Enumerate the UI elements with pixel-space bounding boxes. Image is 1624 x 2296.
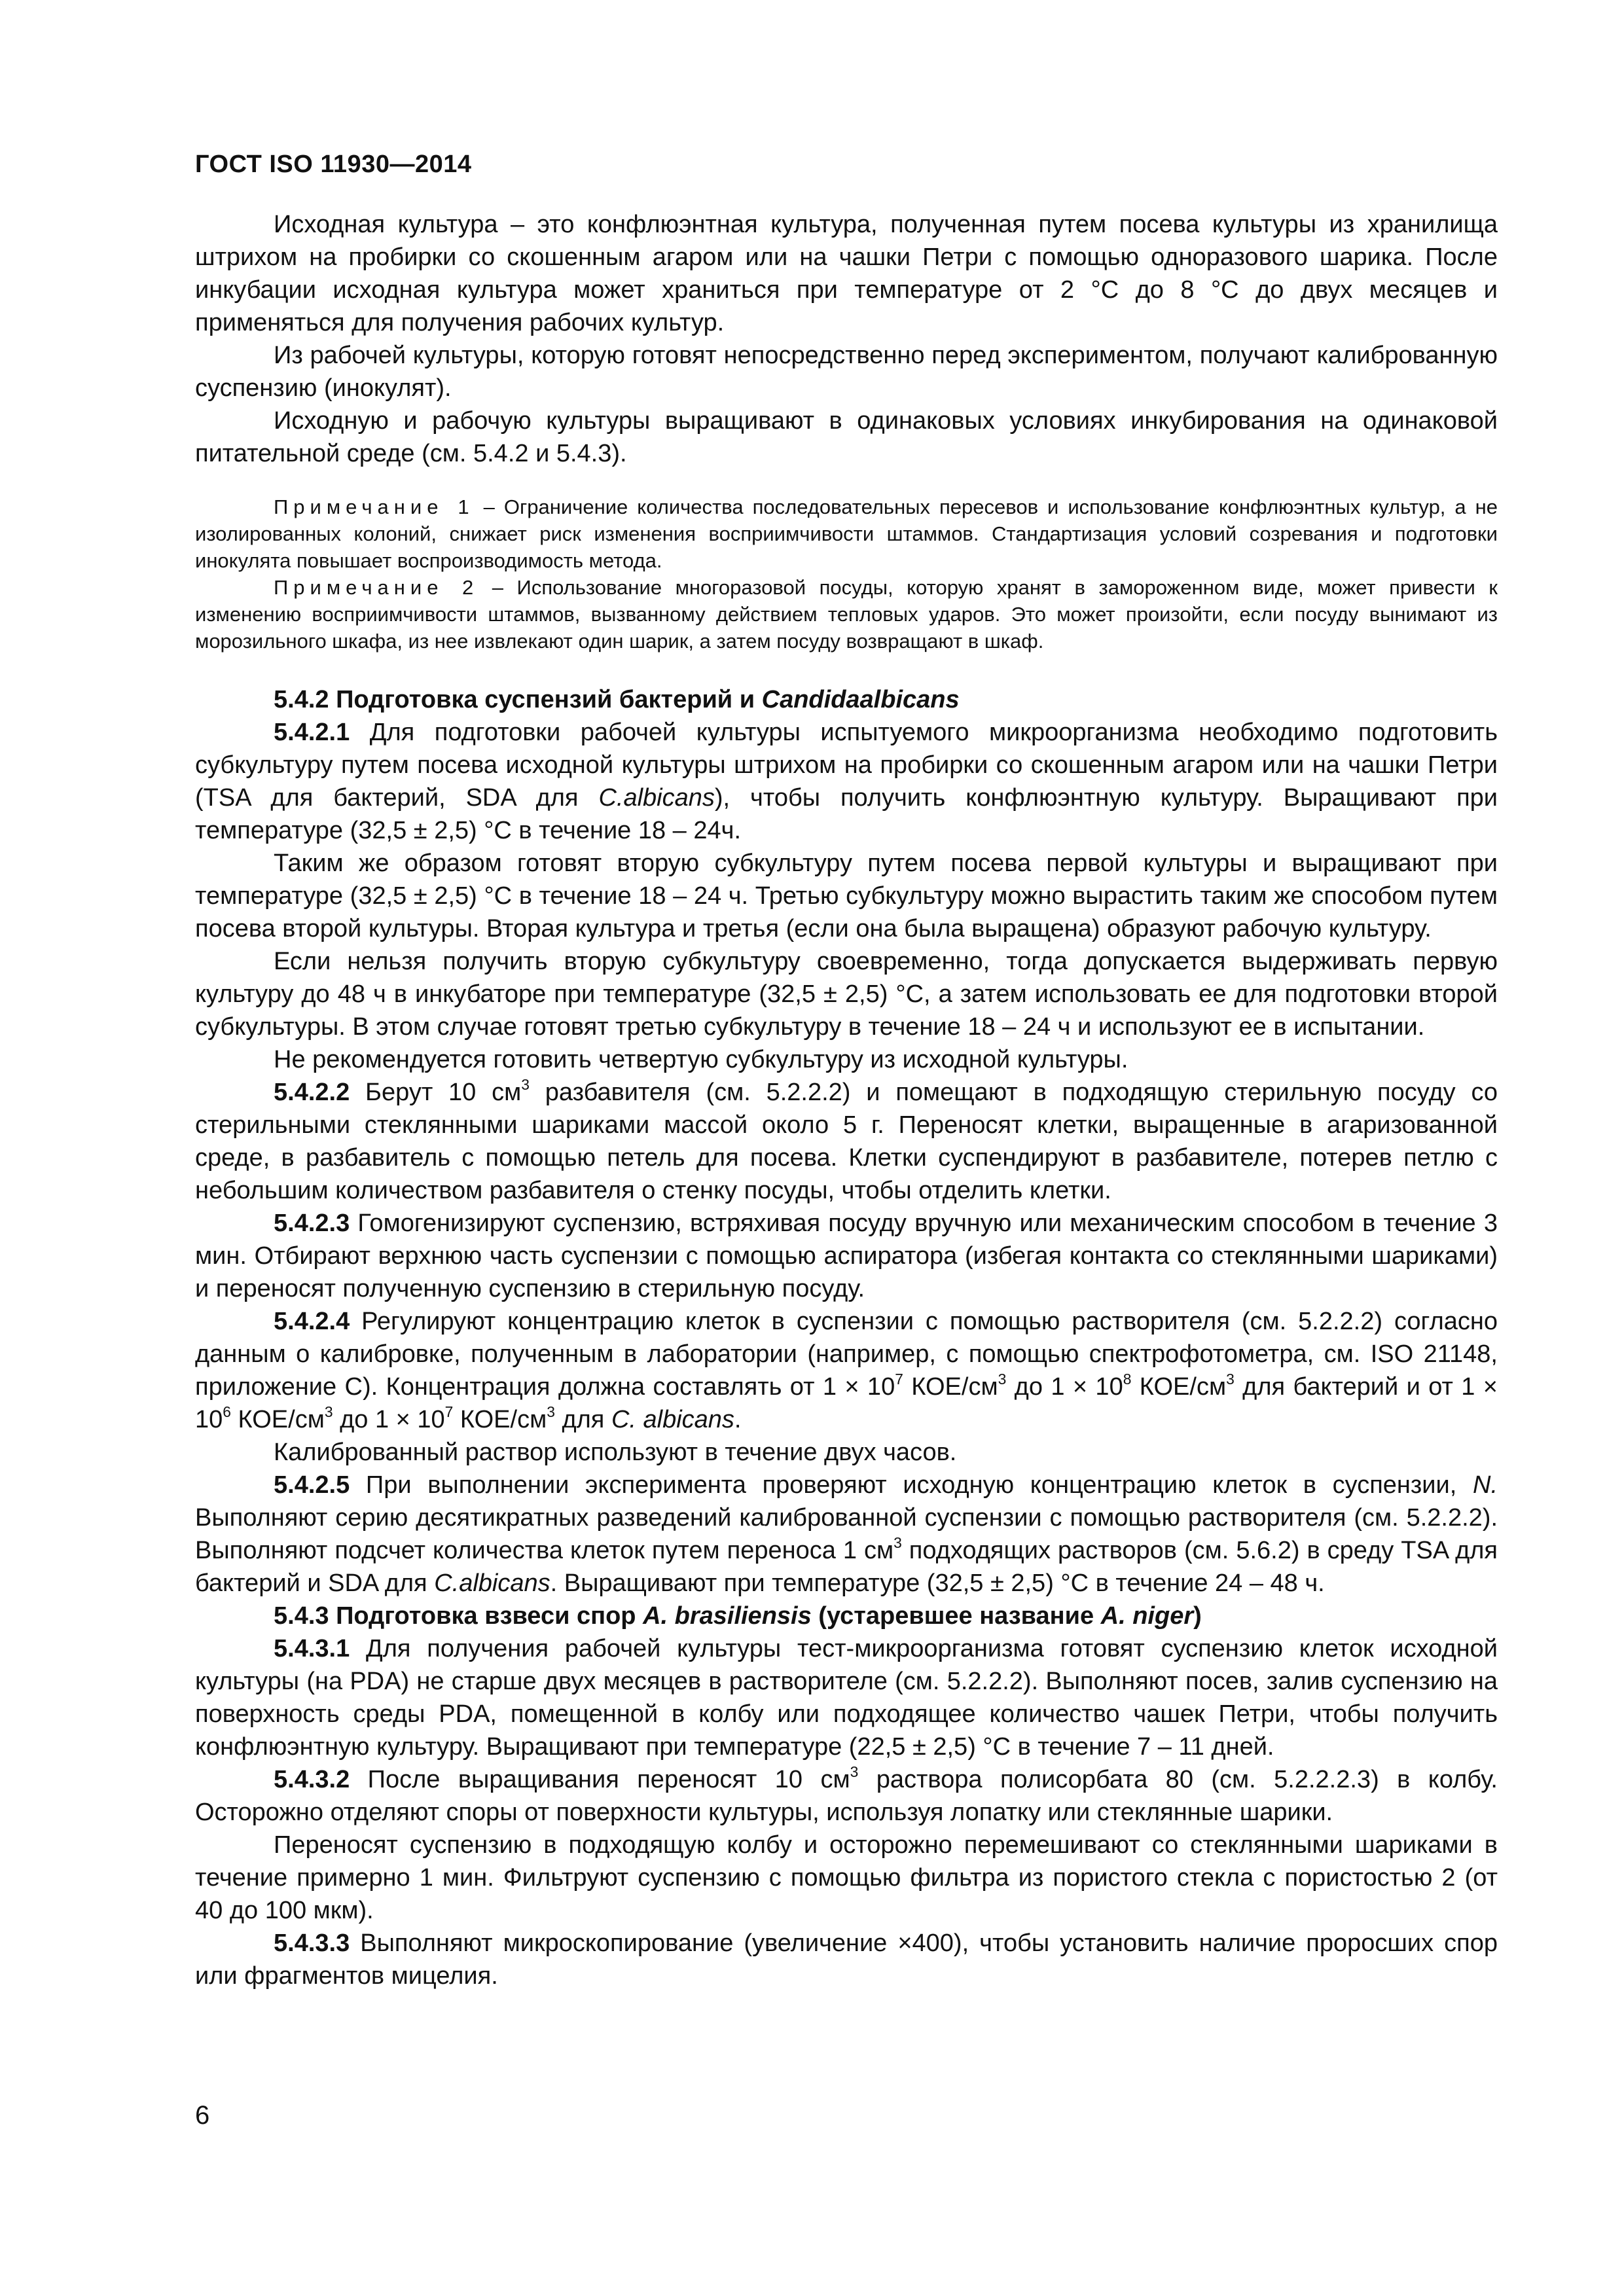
page-body <box>195 208 1498 1992</box>
clause-text: Берут 10 см <box>350 1079 522 1106</box>
notes-block <box>195 493 1498 655</box>
superscript: 3 <box>547 1403 555 1421</box>
superscript: 3 <box>893 1534 902 1552</box>
paragraph-working-culture: Из рабочей культуры, которую готовят непосредственно перед экспериментом, получают калиброванную суспензию (инокулят). <box>195 342 1498 402</box>
heading-species: A. brasiliensis <box>643 1602 812 1630</box>
clause-text: КОЕ/см <box>453 1406 547 1433</box>
superscript: 7 <box>444 1403 454 1421</box>
page-number: 6 <box>195 2101 210 2130</box>
standard-header: ГОСТ ISO 11930—2014 <box>195 151 472 178</box>
paragraph-stock-culture: Исходная культура – это конфлюэнтная культура, полученная путем посева культуры из хранилища штрихом на пробирки со скошенным агаром или на чашки Петри с помощью одноразового шарика. После инкубации исходная культура может храниться при температуре от 2 °С до 8 °С до двух месяцев и применяться для получения рабочих культур. <box>195 211 1498 336</box>
clause-text: . Выращивают при температуре (32,5 ± 2,5) °С в течение 24 – 48 ч. <box>550 1570 1325 1597</box>
note-1 <box>195 493 1498 574</box>
paragraph-delay: Если нельзя получить вторую субкультуру своевременно, тогда допускается выдерживать первую культуру до 48 ч в инкубаторе при температуре (32,5 ± 2,5) °С, а затем использовать ее для подготовки второй субкультуры. В этом случае готовят третью субкультуру в течение 18 – 24 ч и используют ее в испытании. <box>195 948 1498 1041</box>
clause-number: 5.4.3.1 <box>274 1635 350 1662</box>
clause-text: разбавителя (см. 5.2.2.2) и помещают в подходящую стерильную посуду со стерильными стеклянными шариками массой около 5 г. Переносят клетки, выращенные в агаризованной среде, в разбавитель с помощью петель для посева. Клетки суспендируют в разбавителе, потерев петлю с небольшим количеством разбавителя о стенку посуды, чтобы отделить клетки. <box>195 1079 1498 1204</box>
clause-text: подходящих растворов (см. 5.6.2) в среду TSA для бактерий и SDA для <box>195 1537 1498 1597</box>
clause-text: КОЕ/см <box>1131 1373 1227 1401</box>
clause-text: Гомогенизируют суспензию, встряхивая посуду вручную или механическим способом в течение 3 мин. Отбирают верхнюю часть суспензии с помощью аспиратора (избегая контакта со стеклянными шариками) и переносят полученную суспензию в стерильную посуду. <box>195 1210 1498 1302</box>
heading-species: A. niger <box>1100 1602 1194 1630</box>
section-heading-5-4-3 <box>195 1600 1498 1632</box>
clause-number: 5.4.2.5 <box>274 1471 350 1499</box>
heading-species: Candidaalbicans <box>761 686 960 713</box>
clause-text: Выполняют микроскопирование (увеличение ×400), чтобы установить наличие проросших спор или фрагментов мицелия. <box>195 1929 1498 1990</box>
clause-5-4-2-4 <box>195 1305 1498 1436</box>
clause-number: 5.4.2.1 <box>274 719 350 746</box>
clause-5-4-2-5 <box>195 1469 1498 1600</box>
clause-text: После выращивания переносят 10 см <box>350 1766 850 1793</box>
clause-number: 5.4.2.3 <box>274 1210 350 1237</box>
superscript: 8 <box>1123 1371 1132 1388</box>
clause-text: ), чтобы получить конфлюэнтную культуру. Выращивают при температуре (32,5 ± 2,5) °С в течение 18 – 24ч. <box>195 784 1498 844</box>
clause-text: Выполняют серию десятикратных разведений калиброванной суспензии с помощью растворителя (см. 5.2.2.2). Выполняют подсчет количества клеток путем переноса 1 см <box>195 1504 1498 1564</box>
species-name: C.albicans <box>598 784 715 812</box>
clause-text: Регулируют концентрацию клеток в суспензии с помощью растворителя (см. 5.2.2.2) согласно данным о калибровке, полученным в лаборатории (например, с помощью спектрофотометра, см. ISO 21148, приложение С). Концентрация должна составлять от 1 × 10 <box>195 1308 1498 1401</box>
paragraph-incubation: Исходную и рабочую культуры выращивают в одинаковых условиях инкубирования на одинаковой питательной среде (см. 5.4.2 и 5.4.3). <box>195 407 1498 467</box>
clause-number: 5.4.2.2 <box>274 1079 350 1106</box>
clause-5-4-3-2 <box>195 1763 1498 1829</box>
paragraph-fourth-subculture: Не рекомендуется готовить четвертую субкультуру из исходной культуры. <box>274 1046 1128 1073</box>
heading-text: 5.4.3 Подготовка взвеси спор <box>274 1602 643 1630</box>
note-1-label: Примечание 1 <box>274 495 475 518</box>
symbol-n: N. <box>1473 1471 1498 1499</box>
heading-text: 5.4.2 Подготовка суспензий бактерий и <box>274 686 762 713</box>
clause-text: для бактерий и от 1 × 10 <box>195 1373 1498 1433</box>
clause-text: для <box>554 1406 611 1433</box>
clause-text: При выполнении эксперимента проверяют исходную концентрацию клеток в суспензии, <box>350 1471 1473 1499</box>
clause-text: раствора полисорбата 80 (см. 5.2.2.2.3) в колбу. Осторожно отделяют споры от поверхности культуры, используя лопатку или стеклянные шарики. <box>195 1766 1498 1826</box>
clause-text: КОЕ/см <box>230 1406 325 1433</box>
superscript: 3 <box>324 1403 333 1421</box>
clause-5-4-2-3 <box>195 1207 1498 1305</box>
paragraph-second-subculture: Таким же образом готовят вторую субкультуру путем посева первой культуры и выращивают при температуре (32,5 ± 2,5) °С в течение 18 – 24 ч. Третью субкультуру можно вырастить таким же способом путем посева второй культуры. Вторая культура и третья (если она была выращена) образуют рабочую культуру. <box>195 850 1498 942</box>
superscript: 3 <box>998 1371 1007 1388</box>
clause-5-4-2-2 <box>195 1076 1498 1207</box>
superscript: 7 <box>895 1371 903 1388</box>
clause-5-4-3-1 <box>195 1632 1498 1763</box>
clause-number: 5.4.3.3 <box>274 1929 350 1957</box>
superscript: 3 <box>850 1763 859 1781</box>
note-1-text: – Ограничение количества последовательных пересевов и использование конфлюэнтных культур, а не изолированных колоний, снижает риск изменения восприимчивости штаммов. Стандартизация условий созревания и подготовки инокулята повышает воспроизводимость метода. <box>195 495 1498 572</box>
clause-text: до 1 × 10 <box>1006 1373 1123 1401</box>
clause-number: 5.4.3.2 <box>274 1766 350 1793</box>
clause-5-4-2-1 <box>195 716 1498 847</box>
clause-text: КОЕ/см <box>903 1373 998 1401</box>
superscript: 3 <box>521 1076 530 1094</box>
clause-5-4-3-3 <box>195 1927 1498 1992</box>
note-2-label: Примечание 2 <box>274 576 479 599</box>
clause-text: Для подготовки рабочей культуры испытуемого микроорганизма необходимо подготовить субкультуру путем посева исходной культуры штрихом на пробирки со скошенным агаром или на чашки Петри (TSA для бактерий, SDA для <box>195 719 1498 812</box>
clause-number: 5.4.2.4 <box>274 1308 350 1335</box>
clause-text: до 1 × 10 <box>333 1406 445 1433</box>
superscript: 3 <box>1226 1371 1235 1388</box>
heading-text: (устаревшее название <box>811 1602 1101 1630</box>
species-name: C. albicans <box>611 1406 734 1433</box>
section-heading-5-4-2 <box>195 683 1498 716</box>
note-2 <box>195 574 1498 655</box>
note-2-text: – Использование многоразовой посуды, которую хранят в замороженном виде, может привести к изменению восприимчивости штаммов, вызванному действием тепловых ударов. Это может произойти, если посуду вынимают из морозильного шкафа, из нее извлекают один шарик, а затем посуду возвращают в шкаф. <box>195 576 1498 653</box>
species-name: C.albicans <box>434 1570 550 1597</box>
paragraph-filtration: Переносят суспензию в подходящую колбу и осторожно перемешивают со стеклянными шариками в течение примерно 1 мин. Фильтруют суспензию с помощью фильтра из пористого стекла с пористостью 2 (от 40 до 100 мкм). <box>195 1831 1498 1924</box>
heading-text: ) <box>1193 1602 1202 1630</box>
clause-text: . <box>734 1406 742 1433</box>
clause-text: Для получения рабочей культуры тест-микроорганизма готовят суспензию клеток исходной культуры (на PDA) не старше двух месяцев в растворителе (см. 5.2.2.2). Выполняют посев, залив суспензию на поверхность среды PDA, помещенной в колбу или подходящее количество чашек Петри, чтобы получить конфлюэнтную культуру. Выращивают при температуре (22,5 ± 2,5) °С в течение 7 – 11 дней. <box>195 1635 1498 1761</box>
paragraph-calibrated-solution: Калиброванный раствор используют в течение двух часов. <box>274 1439 957 1466</box>
superscript: 6 <box>223 1403 231 1421</box>
